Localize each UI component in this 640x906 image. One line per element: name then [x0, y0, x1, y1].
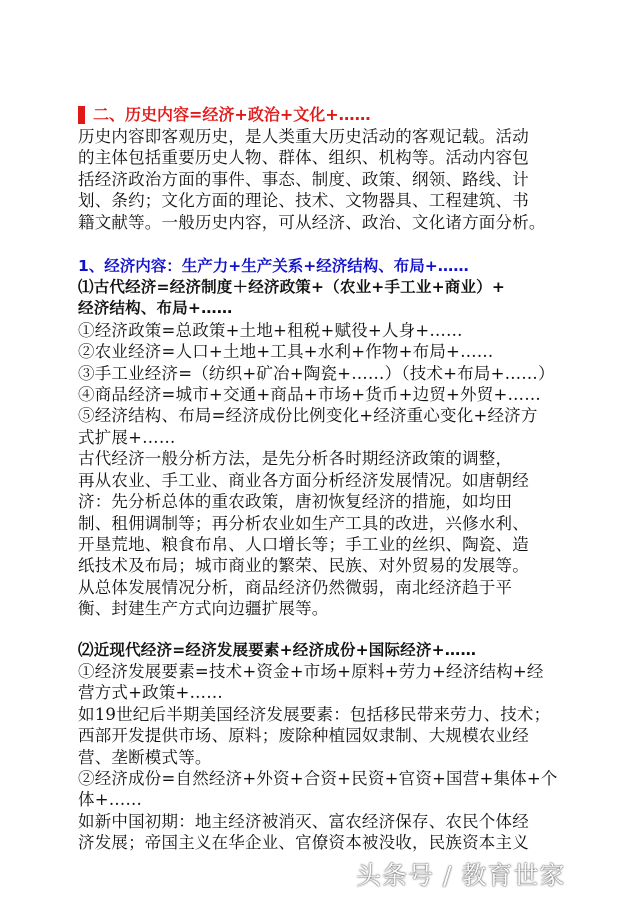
modern-line: 体+……	[78, 790, 143, 810]
paragraph-line: 的主体包括重要历史人物、群体、组织、机构等。活动内容包	[78, 148, 529, 168]
ancient-economy-title: 经济结构、布局+……	[78, 299, 233, 318]
paragraph-line: 划、条约；文化方面的理论、技术、文物器具、工程建筑、书	[78, 191, 529, 211]
document-page	[78, 104, 590, 854]
modern-line: 如新中国初期：地主经济被消灭、富农经济保存、农民个体经	[78, 811, 529, 831]
paragraph-line: 历史内容即客观历史，是人类重大历史活动的客观记载。活动	[78, 127, 529, 146]
analysis-line: 制、租佣调制等；再分析农业如生产工具的改进，兴修水利、	[78, 513, 529, 533]
modern-line: ②经济成份=自然经济+外资+合资+民资+官资+国营+集体+个	[78, 768, 558, 788]
spacer	[78, 233, 590, 255]
paragraph-line: 籍文献等。一般历史内容，可从经济、政治、文化诸方面分析。	[78, 212, 546, 232]
paragraph-line: 括经济政治方面的事件、事态、制度、政策、纲领、路线、计	[78, 169, 529, 189]
modern-economy-block	[78, 640, 590, 854]
analysis-line: 济：先分析总体的重农政策，唐初恢复经济的措施，如均田	[78, 492, 513, 512]
analysis-line: 从总体发展情况分析，商品经济仍然微弱，南北经济趋于平	[78, 577, 513, 597]
ancient-economy-block	[78, 277, 590, 620]
modern-line: ①经济发展要素=技术+资金+市场+原料+劳力+经济结构+经	[78, 661, 544, 681]
ancient-item: ④商品经济=城市+交通+商品+市场+货币+边贸+外贸+……	[78, 385, 541, 405]
analysis-line: 纸技术及布局；城市商业的繁荣、民族、对外贸易的发展等。	[78, 556, 529, 576]
modern-line: 西部开发提供市场、原料；废除种植园奴隶制、大规模农业经	[78, 726, 529, 746]
analysis-line: 开垦荒地、粮食布帛、人口增长等；手工业的丝织、陶瓷、造	[78, 534, 529, 554]
modern-line: 济发展；帝国主义在华企业、官僚资本被没收，民族资本主义	[78, 833, 529, 853]
ancient-item: ⑤经济结构、布局=经济成份比例变化+经济重心变化+经济方	[78, 406, 538, 426]
ancient-economy-title: ⑴古代经济=经济制度＋经济政策+（农业+手工业+商业）+	[78, 278, 506, 297]
red-marker-bar	[78, 106, 85, 124]
section-history-title: 二、历史内容=经济+政治+文化+……	[93, 105, 371, 124]
section-economy-title: 1、经济内容：生产力+生产关系+经济结构、布局+……	[78, 257, 469, 276]
modern-economy-title: ⑵近现代经济=经济发展要素+经济成份+国际经济+……	[78, 640, 477, 659]
section-history-heading	[78, 104, 590, 126]
analysis-line: 古代经济一般分析方法，是先分析各时期经济政策的调整，	[78, 449, 513, 469]
ancient-item: ③手工业经济=（纺织+矿冶+陶瓷+……）（技术+布局+……）	[78, 363, 555, 383]
section-history-body	[78, 126, 590, 233]
analysis-line: 再从农业、手工业、商业各方面分析经济发展情况。如唐朝经	[78, 470, 529, 490]
watermark: 头条号 / 教育世家	[356, 861, 566, 890]
modern-line: 营方式+政策+……	[78, 683, 223, 703]
ancient-item: ②农业经济=人口+土地+工具+水利+作物+布局+……	[78, 342, 494, 362]
ancient-item: 式扩展+……	[78, 427, 176, 447]
modern-line: 如19世纪后半期美国经济发展要素：包括移民带来劳力、技术；	[78, 704, 551, 724]
ancient-item: ①经济政策=总政策+土地+租税+赋役+人身+……	[78, 320, 463, 340]
modern-line: 营、垄断模式等。	[78, 747, 212, 767]
spacer	[78, 620, 590, 640]
analysis-line: 衡、封建生产方式向边疆扩展等。	[78, 599, 329, 619]
